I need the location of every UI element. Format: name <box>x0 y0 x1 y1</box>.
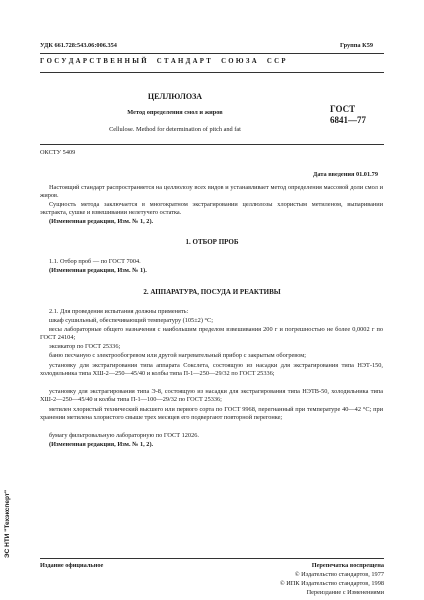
section2-revision-note: (Измененная редакция, Изм. № 1, 2). <box>49 441 154 448</box>
section2-item: шкаф сушильный, обеспечивающий температуру (105±2) °С; <box>49 317 213 324</box>
intro-essence-paragraph: Сущность метода заключается в многократном экстрагировании целлюлозы хлористым метиленом, выпаривании экстракта, сушке и взвешивании нелетучего остатка. <box>40 201 383 217</box>
side-stamp <box>4 440 14 560</box>
copyright-1977: © Издательство стандартов, 1977 <box>294 571 384 578</box>
official-edition: Издание официальное <box>40 562 104 569</box>
reissue-note: Переиздание с Изменениями <box>306 589 384 596</box>
intro-revision-note: (Измененная редакция, Изм. № 1, 2). <box>49 218 154 225</box>
section2-heading: 2. АППАРАТУРА, ПОСУДА И РЕАКТИВЫ <box>143 288 281 296</box>
section2-item: метилен хлористый технический высшего или первого сорта по ГОСТ 9968, перегнанный при температуре 40—42 °С; при хранении метилена хлористого свыше трех месяцев его подвергают повторной перегонке; <box>40 406 383 422</box>
document-title: ЦЕЛЛЮЛОЗА <box>147 92 203 101</box>
state-standard-banner: Г О С У Д А Р С Т В Е Н Н Ы Й С Т А Н Д А Р Т С О Ю З А С С Р <box>40 58 286 65</box>
reprint-prohibited: Перепечатка воспрещена <box>311 562 384 569</box>
english-title: Cellulose. Method for determination of pitch and fat <box>109 126 241 133</box>
footer-rule <box>40 558 384 559</box>
header-rule-top <box>40 53 384 54</box>
section2-item: установку для экстрагирования типа Э-8, состоящую из насадки для экстрагирования типа НЭТВ-50, холодильника типа ХШ-2—250—45/40 и колбы типа П-1—100—29/32 по ГОСТ 25336; <box>40 388 383 404</box>
intro-scope-paragraph: Настоящий стандарт распространяется на целлюлозу всех видов и устанавливает метод определения массовой доли смол и жиров. <box>40 184 383 200</box>
section1-revision-note: (Измененная редакция, Изм. № 1). <box>49 267 147 274</box>
gost-number: 6841—77 <box>330 115 366 125</box>
document-subtitle: Метод определения смол и жиров <box>127 109 223 116</box>
header-rule-bottom <box>40 72 384 73</box>
section2-item: 2.1. Для проведения испытания должны применять: <box>49 308 189 315</box>
section2-item: эксикатор по ГОСТ 25336; <box>49 343 121 350</box>
title-rule <box>40 144 384 145</box>
section2-item: весы лабораторные общего назначения с наибольшим пределом взвешивания 200 г и погрешностью не более 0,0002 г по ГОСТ 24104; <box>40 326 383 342</box>
date-intro: Дата введения 01.01.79 <box>313 171 378 178</box>
gost-label: ГОСТ <box>330 104 356 114</box>
copyright-1998: © ИПК Издательство стандартов, 1998 <box>279 580 384 587</box>
section2-item: бумагу фильтровальную лабораторную по ГОСТ 12026. <box>49 432 199 439</box>
section1-sampling: 1.1. Отбор проб — по ГОСТ 7004. <box>49 258 141 265</box>
okstu-code: ОКСТУ 5409 <box>40 149 76 156</box>
side-stamp-text: ЭС НТИ "Техэксперт" <box>4 489 11 558</box>
section2-item: установку для экстрагирования типа аппарата Сокслета, состоящую из насадки для экстрагирования типа НЭТ-150, холодильника типа ХШ-2—250—45/40 и колбы типа П-1—250—29/32 по ГОСТ 25336; <box>40 362 383 378</box>
section1-heading: 1. ОТБОР ПРОБ <box>185 238 239 246</box>
udk-code: УДК 661.728:543.06:006.354 <box>40 42 117 49</box>
section2-item: баню песчаную с электрообогревом или другой нагревательный прибор с закрытым обогревом; <box>49 352 306 359</box>
group-code: Группа К59 <box>340 42 374 49</box>
